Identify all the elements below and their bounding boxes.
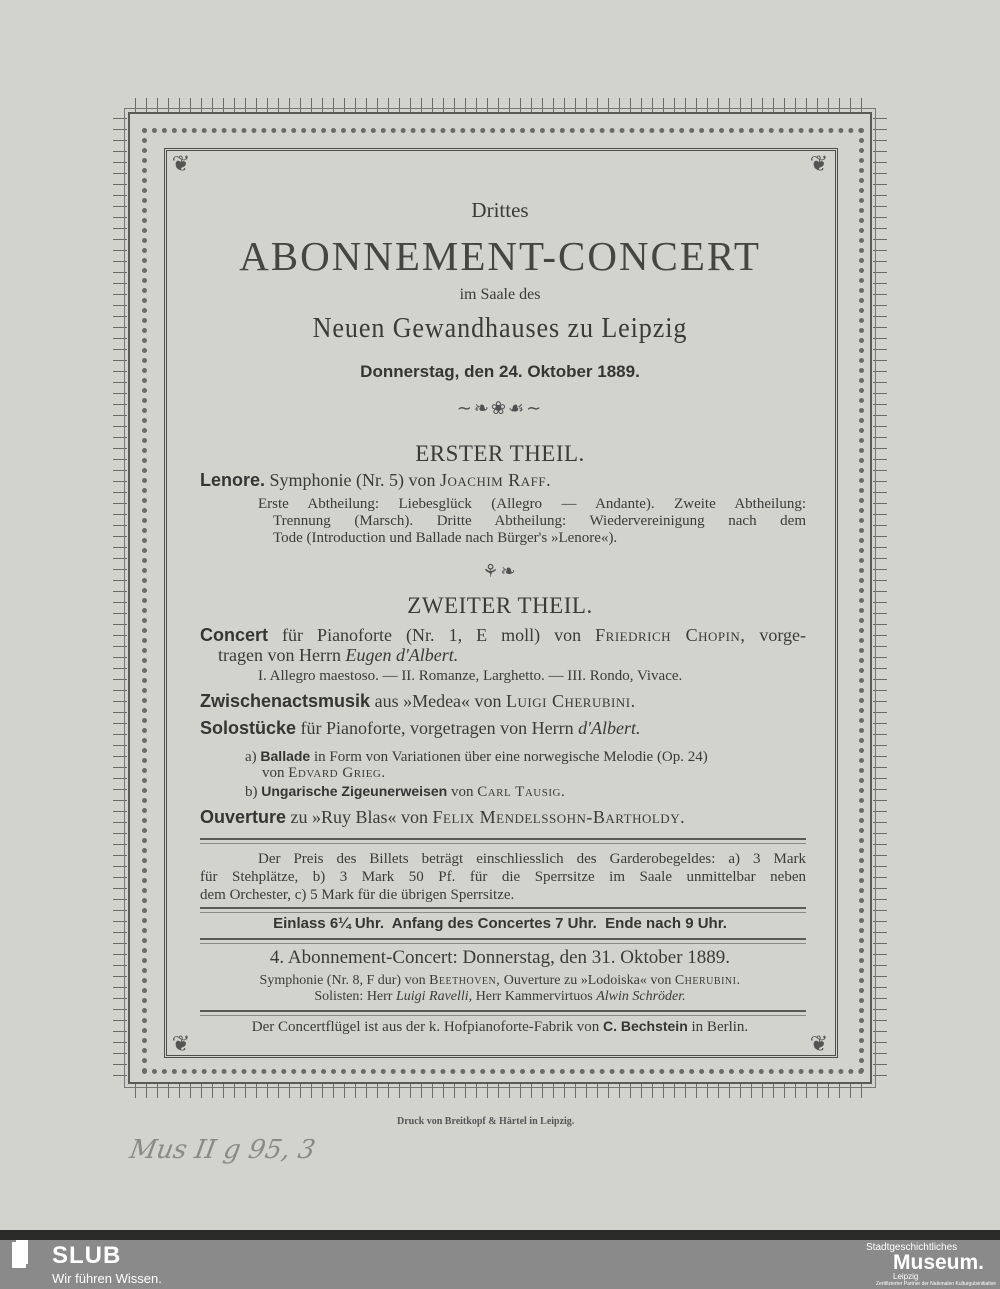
concert-times: Einlass 6¼ Uhr. Anfang des Concertes 7 Uhr. Ende nach 9 Uhr. xyxy=(273,915,727,932)
subtitle-im-saale: im Saale des xyxy=(459,286,541,303)
section-heading-part1: ERSTER THEIL. xyxy=(415,441,585,466)
price-info: für Stehplätze, b) 3 Mark 50 Pf. für die Sperrsitze im Saale unmittelbar neben xyxy=(200,869,806,885)
program-item-zwischenactsmusik: Zwischenactsmusik aus »Medea« von Luigi Cherubini. xyxy=(200,691,636,711)
corner-ornament-icon: ❦ xyxy=(809,1031,829,1056)
museum-note: Zertifizierter Partner der Nationalen Kulturgutsinitiative xyxy=(876,1281,997,1287)
movements: I. Allegro maestoso. — II. Romanze, Larghetto. — III. Rondo, Vivace. xyxy=(258,668,683,684)
next-concert-program: Symphonie (Nr. 8, F dur) von Beethoven, Ouverture zu »Lodoiska« von Cherubini. xyxy=(259,973,741,988)
corner-ornament-icon: ❦ xyxy=(171,151,191,176)
next-concert-title: 4. Abonnement-Concert: Donnerstag, den 31. Oktober 1889. xyxy=(269,947,731,968)
museum-city: Leipzig xyxy=(893,1272,919,1281)
program-item-concert-line2: tragen von Herrn Eugen d'Albert. xyxy=(218,645,459,665)
ornamental-border-top xyxy=(128,98,872,112)
piano-note: Der Concertflügel ist aus der k. Hofpianoforte-Fabrik von C. Bechstein in Berlin. xyxy=(251,1018,749,1035)
program-item-lenore: Lenore. Symphonie (Nr. 5) von Joachim Raff. xyxy=(200,470,552,490)
corner-ornament-icon: ❦ xyxy=(809,151,829,176)
scan-edge xyxy=(0,1230,1000,1240)
program-subitem-a: a) Ballade in Form von Variationen über eine norwegische Melodie (Op. 24) xyxy=(245,748,708,765)
museum-logo[interactable]: Museum. xyxy=(893,1251,985,1274)
museum-top: Stadtgeschichtliches xyxy=(866,1242,958,1253)
divider xyxy=(200,838,806,844)
divider xyxy=(200,907,806,913)
ornament-divider-icon: ∼❧❀☙∼ xyxy=(456,398,544,418)
divider xyxy=(200,938,806,944)
program-subitem-b: b) Ungarische Zigeunerweisen von Carl Tausig. xyxy=(245,783,566,800)
price-info: dem Orchester, c) 5 Mark für die übrigen Sperrsitze. xyxy=(200,887,515,903)
price-info: Der Preis des Billets beträgt einschliesslich des Garderobegeldes: a) 3 Mark xyxy=(258,851,806,867)
slub-book-icon xyxy=(12,1242,26,1268)
concert-date: Donnerstag, den 24. Oktober 1889. xyxy=(360,362,640,381)
lenore-description: Trennung (Marsch). Dritte Abtheilung: Wiedervereinigung nach dem xyxy=(273,513,806,529)
venue: Neuen Gewandhauses zu Leipzig xyxy=(312,312,688,344)
next-concert-soloists: Solisten: Herr Luigi Ravelli, Herr Kammervirtuos Alwin Schröder. xyxy=(314,989,686,1004)
program-subitem-a-line2: von Edvard Grieg. xyxy=(262,765,386,781)
program-item-solostuecke: Solostücke für Pianoforte, vorgetragen von Herrn d'Albert. xyxy=(200,718,641,738)
ornamental-border-bottom xyxy=(128,1084,872,1098)
slub-tagline: Wir führen Wissen. xyxy=(52,1271,162,1286)
corner-ornament-icon: ❦ xyxy=(171,1031,191,1056)
footer-bar xyxy=(0,1240,1000,1289)
divider xyxy=(200,1010,806,1016)
program-item-ouverture: Ouverture zu »Ruy Blas« von Felix Mendelssohn-Bartholdy. xyxy=(200,807,686,827)
floral-ornament-icon: ⚘❧ xyxy=(482,561,518,581)
section-heading-part2: ZWEITER THEIL. xyxy=(407,593,593,618)
lenore-description: Erste Abtheilung: Liebesglück (Allegro — Andante). Zweite Abtheilung: xyxy=(258,496,806,512)
heading-drittes: Drittes xyxy=(471,198,529,222)
performer: Eugen d'Albert. xyxy=(345,645,459,665)
program-item-concert: Concert für Pianoforte (Nr. 1, E moll) von Friedrich Chopin, vorge- xyxy=(200,625,806,645)
handwritten-shelfmark: Mus II g 95, 3 xyxy=(127,1135,318,1165)
slub-logo[interactable]: SLUB xyxy=(52,1242,122,1269)
work-title: Lenore. xyxy=(200,470,266,490)
page-title: ABONNEMENT-CONCERT xyxy=(239,233,761,279)
composer: Joachim Raff. xyxy=(440,470,552,490)
lenore-description: Tode (Introduction und Ballade nach Bürger's »Lenore«). xyxy=(273,530,618,546)
printer-credit: Druck von Breitkopf & Härtel in Leipzig. xyxy=(397,1116,575,1127)
